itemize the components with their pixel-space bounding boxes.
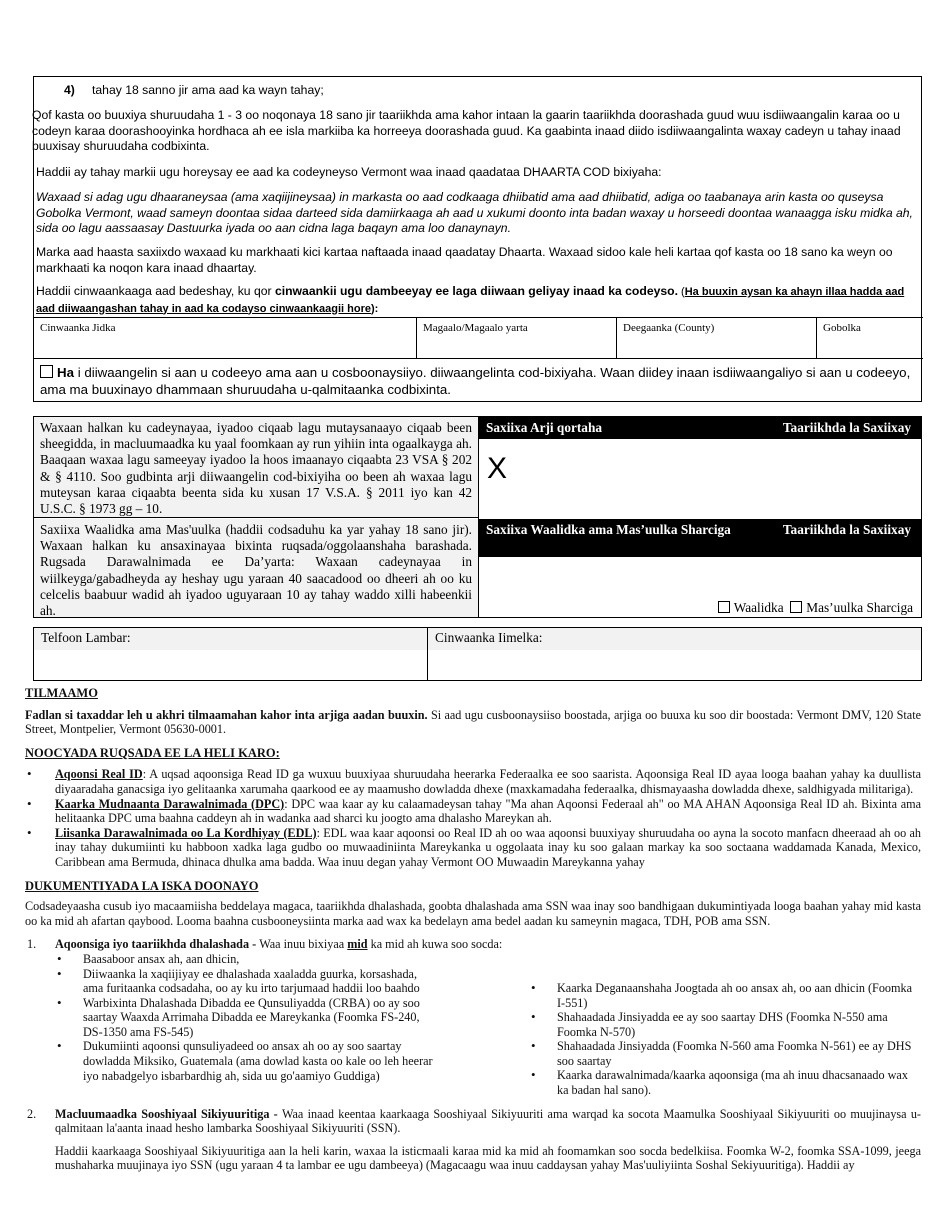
state-field[interactable]: Gobolka [823, 322, 861, 334]
documents-heading: DUKUMENTIYADA LA ISKA DOONAYO [25, 878, 259, 893]
contact-row [33, 627, 922, 681]
list-item: • Kaarka Mudnaanta Darawalnimada (DPC): DPC waa kaar ay ku calaamadeysan tahay "Ma ahan Aqoonsi Federaal ah" oo MA AHAN Aqoonsiga Real ID ah. Bixinta ama helitaanka DPC uma baahna caddeyn ah in wadanka aad sharci ku joogto ama dhalasho Mareykan ah. [25, 797, 921, 826]
previous-address-row [34, 317, 923, 358]
address-change-instructions: Haddii cinwaankaaga aad bedeshay, ku qor cinwaankii ugu dambeeyay ee laga diiwaan geliyay inaad ka codeyso. (Ha buuxin aysan ka ahayn illaa hadda aad aad diiwaangashan tahay in aad ka codayso cinwaankaagii hore): [36, 284, 905, 315]
voter-registration-box [33, 76, 922, 402]
identity-documents-right [529, 981, 913, 1098]
document-item-1: 1. Aqoonsiga iyo taariikhda dhalashada - Waa inuu bixiyaa mid ka mid ah kuwa soo socda: • Baasaboor ansax ah, aan dhicin, • Diiwaanka la xaqiijiyay ee dhalashada xaaladda guurka, korsashada, ama furitaanka codsadaha, oo ay ku irto tarjumaad haddii loo baahdo • Warbixinta Dhalashada Dibadda ee Qunsuliyadda (CRBA) oo ay soo saartay Waaxda Arrimaha Dibadda ee Mareykanka (Foomka FS-240, DS-1350 ama FS-545) • Dukumiinti aqoonsi qunsuliyadeed oo ansax ah oo ay soo saartay dowladda Miksiko, Guatemala (ama dowlad kasta oo kale oo leh heerar iyo nabadgelyo isbarbardhig ah, sida uu go'aamiyo Guddiga) • Kaarka Deganaanshaha Joogtada ah oo ansax ah, oo aan dhicin (Foomka I-551) • Shahaadada Jinsiyadda ee ay soo saartay DHS (Foomka N-550 ama Foomka N-570) • Shahaadada Jinsiyadda (Foomka N-560 ama Foomka N-561) ee ay DHS soo saartay • Kaarka darawalnimada/kaarka aqoonsiga (ma ah inuu dhacsanaado wax ka badan hal sano). [25, 937, 921, 1097]
list-item: • Aqoonsi Real ID: A uqsad aqoonsiga Read ID ga wuxuu buuxiyaa shuruudaha heerarka Federaalka ee soo saarista. Aqoonsiga Real ID ayaa looga baahan yahay ka duullista diyaaradaha ganacsiga iyo gelitaanka xarumaha qaarkood ee ay maamusho dowladda dhexe (maxkamadaha federaalka, dhismayaasha dowladda dhexe, saldhigyada militariga). [25, 767, 921, 796]
applicant-certification-text: Waxaan halkan ku cadeynayaa, iyadoo ciqaab lagu mutaysanaayo ciqaab been sheegidda, in macluumaadka ku yaal foomkaan ay run yihiin inta ogaalkayga ah. Baaqaan waxaa lagu sameeyay iyadoo la hoos imaanayo ciqaabta 23 VSA § 202 & § 4110. Soo gudbinta arji diiwaangelin cod-bixiyiha oo been ah waxaa lagu muteysan karaa ciqaabta beenta sida ku xusan 17 V.S.A. § 2011 iyo kan 42 U.S.C. § 1973 gg – 10. [34, 417, 478, 518]
county-field[interactable]: Deegaanka (County) [617, 318, 817, 358]
list-item: • Liisanka Darawalnimada oo La Kordhiyay (EDL): EDL waa kaar aqoonsi oo Real ID ah oo waa aqoonsi buuxiyay shuruudaha oo ayna la socoto manfacn dheeraad ah oo ah inay tahay dukumiinti ku habboon xadka laga gudbo oo muwaadiniinta Mareykanka u oggolaata inay ku soo galaan markay ka soo soctaana waddamada Kanada, Mexico, Caribbean ama Bermuda, dhinaca dhulka ama badda. Waa inuu degan yahay Vermont OO Muwaadin Mareykanna yahay [25, 826, 921, 870]
eligibility-paragraph: Qof kasta oo buuxiya shuruudaha 1 - 3 oo noqonaya 18 sano jir taariikhda ama kahor intaan la gaarin taariikhda doorashada guud wuu isdiiwaangalin karaa oo u codeyn karaa doorashooyinka hordhaca ah ee isla markiiba ka horreeya doorashada guud. Ka gaabinta inaad diido isdiiwaangalinta waxay cadeyn u tahay inaad buuxisay shuruudaha codbixinta. [32, 108, 901, 153]
oath-intro: Haddii ay tahay markii ugu horeysay ee aad ka codeyneyso Vermont waa inaad qaadataa DHAARTA COD bixiyaha: [36, 165, 662, 179]
phone-label: Telfoon Lambar: [34, 628, 427, 650]
parent-consent-text: Saxiixa Waalidka ama Mas'uulka (haddii codsaduhu ka yar yahay 18 sano jir). Waxaan halkan ku ansaxinayaa bixinta ruqsada/oggolaanshaha barashada. Rugsada Darawalnimada ee Da’yarta: Waxaan cadeynayaa in wiilkeyga/gabadheyda ay heshay ugu yaraan 40 saacadood oo dheeri ah oo ku celcelis baabuur wadid ah iyadoo uguyaraan 10 ay tahay waddo xilli habeenkii ah. [34, 519, 478, 617]
instructions-section [25, 686, 921, 1173]
documents-intro: Codsadeyaasha cusub iyo macaamiisha beddelaya magaca, taariikhda dhalashada, goobta dhalashada ama SSN waa inay soo bandhigaan dukumintiyada looga baahan yahay mid kasta oo ka mid ah afartan qaybood. Looma baahna cusbooneysiinta marka aad wax ka bedelayn ama bedel aadan ku sameynin magaca, TDH, POB ama SSN. [25, 899, 921, 928]
voter-oath-text: Waxaad si adag ugu dhaaraneysaa (ama xaqiijineysaa) in markasta oo aad codkaaga dhiibatid ama aad dhiibatid, adiga oo taabanaya arin kasta oo quseysa Gobolka Vermont, waad sameyn doontaa sidaa darteed sida damiirkaaga ah aad u xukumi doonto inta badan waxay u horseedi doontaa wanaagga isku midka ah, sida oo lagu aassaasay Dastuurka iyada oo aan cidna laga baqayn ama loo danaynayn. [36, 190, 913, 235]
requirement-item-4 [64, 83, 324, 99]
list-item: • Warbixinta Dhalashada Dibadda ee Qunsuliyadda (CRBA) oo ay soo saartay Waaxda Arrimaha Dibadda ee Mareykanka (Foomka FS-240, DS-1350 ama FS-545) [55, 996, 435, 1040]
street-address-field[interactable]: Cinwaanka Jidka [34, 318, 417, 358]
list-item: • Kaarka darawalnimada/kaarka aqoonsiga (ma ah inuu dhacsanaado wax ka badan hal sano). [529, 1068, 913, 1097]
license-types-list [25, 767, 921, 869]
signature-section [33, 416, 922, 618]
document-item-2: 2. Macluumaadka Sooshiyaal Sikiyuuritiga - Waa inaad keentaa kaarkaaga Sooshiyaal Sikiyuuriti ama warqad ka socota Maamulka Sooshiyaal Sikiyuuriti oo muujinaysa u-qalmitaan la'aanta inaad hesho lambarka Sooshiyaal Sikiyuuriti (SSN). Haddii kaarkaaga Sooshiyaal Sikiyuuritiga aan la heli karin, waxaa la isticmaali karaa mid ka mid ah foomamkan soo socda bedelkiisa. Foomka W-2, foomka SSA-1099, jeega mushaharka muujinaya iyo SSN (ugu yaraan 4 ta lambar ee ugu dambeeya) (Magacaagu waa inuu caddaysan yahay Mas'uuliyiinta Soshal Sekiyuuritiga). Haddii ay [27, 1106, 921, 1173]
parent-signature-field[interactable] [478, 557, 921, 617]
instructions-heading: TILMAAMO [25, 686, 98, 700]
email-label: Cinwaanka Iimelka: [428, 628, 921, 650]
guardian-checkbox[interactable] [790, 601, 802, 613]
list-item: • Diiwaanka la xaqiijiyay ee dhalashada xaaladda guurka, korsashada, ama furitaanka codsadaha, oo ay ku irto tarjumaad haddii loo baahdo [55, 967, 435, 996]
list-item: • Baasaboor ansax ah, aan dhicin, [55, 952, 435, 967]
list-item: • Shahaadada Jinsiyadda ee ay soo saartay DHS (Foomka N-550 ama Foomka N-570) [529, 1010, 913, 1039]
city-town-field[interactable]: Magaalo/Magaalo yarta [417, 318, 617, 358]
license-types-heading: NOOCYADA RUQSADA EE LA HELI KARO: [25, 745, 280, 760]
email-field[interactable] [428, 628, 921, 680]
relationship-options: Waalidka Mas’uulka Sharciga [718, 600, 913, 616]
list-item: • Kaarka Deganaanshaha Joogtada ah oo ansax ah, oo aan dhicin (Foomka I-551) [529, 981, 913, 1010]
list-item: • Dukumiinti aqoonsi qunsuliyadeed oo ansax ah oo ay soo saartay dowladda Miksiko, Guatemala (ama dowlad kasta oo kale oo leh heerar iyo nabadgelyo isbarbardhig ah, sida uu go'aamiyo Guddiga) [55, 1039, 435, 1083]
decline-registration-row: Ha i diiwaangelin si aan u codeeyo ama aan u cosboonaysiiyo. diiwaangelinta cod-bixiyaha. Waan diidey inaan isdiiwaangaliyo si aan u codeeyo, ama ma buuxinayo dhammaan shuruudaha u-qalmitaanka codbixinta. [34, 358, 923, 403]
instructions-text: Fadlan si taxaddar leh u akhri tilmaamahan kahor inta arjiga aadan buuxin. Si aad ugu cusboonaysiiso boostada, arjiga oo buuxa ku soo dir boostada: Vermont DMV, 120 State Street, Montpelier, Vermont 05630-0001. [25, 707, 921, 737]
parent-checkbox[interactable] [718, 601, 730, 613]
applicant-signature-header: Saxiixa Arji qortaha Taariikhda la Saxiixay [478, 417, 921, 439]
witness-paragraph: Marka aad haasta saxiixdo waxaad ku markhaati kici kartaa naftaada inaad qaadatay Dhaarta. Waxaad sidoo kale heli kartaa qof kasta oo 18 sano ka weyn oo markhaati ka noqon kara inaad dhaartay. [36, 245, 893, 275]
item-number: 4) [64, 83, 75, 97]
signature-mark: X [487, 452, 508, 485]
applicant-signature-field[interactable] [478, 439, 921, 519]
ssn-alternatives: Haddii kaarkaaga Sooshiyaal Sikiyuuritiga aan la heli karin, waxaa la isticmaali karaa mid ka mid ah foomamkan soo socda bedelkiisa. Foomka W-2, foomka SSA-1099, jeega mushaharka muujinaya iyo SSN (ugu yaraan 4 ta lambar ee ugu dambeeya) (Magacaagu waa inuu caddaysan yahay Mas'uuliyiinta Soshal Sekiyuuritiga). Haddii ay [55, 1143, 921, 1173]
list-item: • Shahaadada Jinsiyadda (Foomka N-560 ama Foomka N-561) ee ay DHS soo saartay [529, 1039, 913, 1068]
phone-field[interactable] [34, 628, 428, 680]
decline-registration-checkbox[interactable] [40, 365, 53, 378]
identity-documents-left [55, 952, 435, 1098]
item-text: tahay 18 sanno jir ama aad ka wayn tahay; [92, 83, 324, 97]
parent-signature-header: Saxiixa Waalidka ama Mas’uulka Sharciga Taariikhda la Saxiixay [478, 519, 921, 557]
